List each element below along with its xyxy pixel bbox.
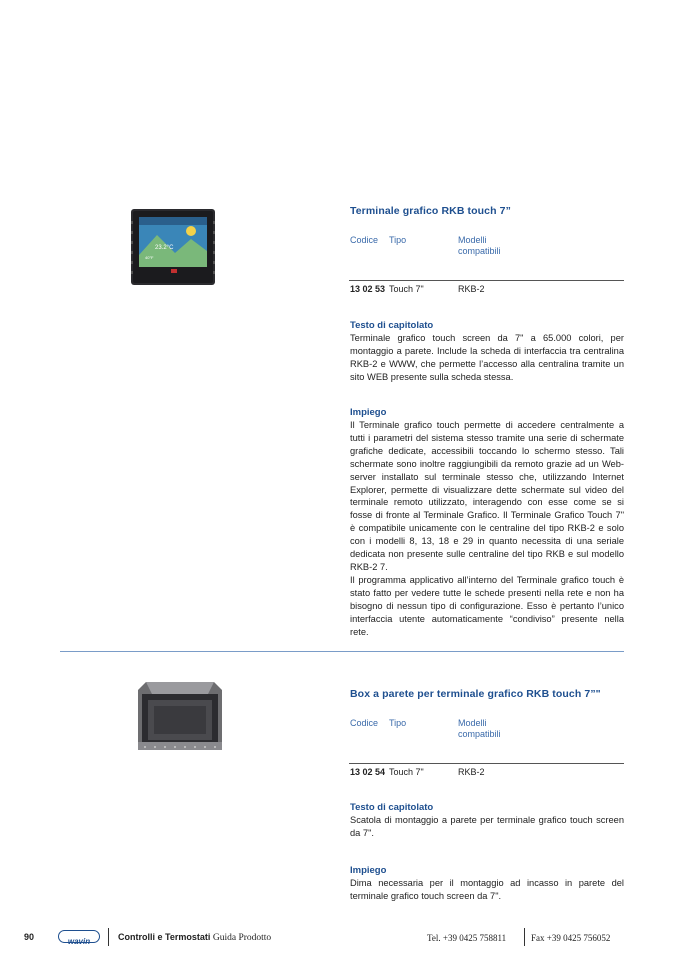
touch-terminal-image bbox=[131, 207, 215, 287]
product-1-impiego-title: Impiego bbox=[350, 407, 387, 418]
section-separator bbox=[60, 651, 624, 652]
product-1-table-rule bbox=[349, 280, 624, 281]
product-2-header-modelli: Modelli compatibili bbox=[458, 718, 501, 739]
footer-divider-right bbox=[524, 928, 525, 946]
product-1-header-tipo: Tipo bbox=[389, 235, 407, 245]
product-1-row-type: Touch 7" bbox=[389, 284, 424, 294]
wavin-logo-text: wavin bbox=[67, 937, 91, 946]
footer-fax: Fax +39 0425 756052 bbox=[531, 933, 611, 943]
product-1-title: Terminale grafico RKB touch 7” bbox=[350, 205, 511, 217]
product-1-capitolato-text: Terminale grafico touch screen da 7" a 65.000 colori, per montaggio a parete. Include la scheda di interfaccia tra centralina RKB-2 e WWW, che permette l’accesso alla centralina tramite un sito WEB presente sulla scheda stessa. bbox=[350, 333, 624, 382]
product-2-row-type: Touch 7" bbox=[389, 767, 424, 777]
product-1-header-codice: Codice bbox=[350, 235, 379, 245]
footer-tel: Tel. +39 0425 758811 bbox=[427, 933, 507, 943]
product-2-capitolato-text: Scatola di montaggio a parete per terminale grafico touch screen da 7". bbox=[350, 815, 624, 838]
product-2-table-rule bbox=[349, 763, 624, 764]
footer-guide: Guida Prodotto bbox=[212, 933, 272, 943]
wavin-logo bbox=[58, 930, 100, 946]
product-1-impiego-block bbox=[350, 419, 624, 638]
product-2-header-codice: Codice bbox=[350, 718, 379, 728]
product-1-image bbox=[131, 207, 215, 287]
product-1-header-modelli: Modelli compatibili bbox=[458, 235, 501, 256]
footer-section bbox=[118, 932, 271, 943]
product-2-header-tipo: Tipo bbox=[389, 718, 407, 728]
product-1-impiego-text2: Il programma applicativo all’interno del Terminale grafico touch è stato fatto per vedere tutte le schede presenti nella rete e non ha bisogno di nessun tipo di configurazione. Esso è pertanto l’unico interfaccia utente automaticamente “condiviso” presente nella rete. bbox=[350, 574, 624, 637]
product-2-row-models: RKB-2 bbox=[458, 767, 485, 777]
screen-small-text: 40°F bbox=[145, 255, 154, 260]
product-1-row-models: RKB-2 bbox=[458, 284, 485, 294]
product-1-row-code: 13 02 53 bbox=[350, 284, 386, 294]
wall-box-image bbox=[138, 680, 222, 752]
page-number: 90 bbox=[24, 932, 35, 942]
screen-temp-text: 23.2°C bbox=[155, 245, 174, 251]
product-2-impiego-title: Impiego bbox=[350, 865, 387, 876]
product-2-image bbox=[138, 680, 222, 752]
product-1-capitolato-title: Testo di capitolato bbox=[350, 320, 434, 331]
product-1-impiego-text: Il Terminale grafico touch permette di accedere centralmente a tutti i parametri del sistema stesso tramite una serie di schermate grafiche dedicate, accessibili toccando lo schermo stesso. Tali schermate sono inoltre raggiungibili da remoto grazie ad un Web-server installato sul terminale stesso che, utilizzando Internet Explorer, permette di visualizzare dette schermate sul video del terminale remoto utilizzato, interagendo con esse come se si fosse di fronte al Terminale Grafico. Il Terminale Grafico Touch 7" è compatibile unicamente con le centraline del tipo RKB-2 e solo con i modelli 8, 13, 18 e 29 in quanto necessita di una seriale dedicata non presente sulle centraline del tipo RKB e sul modello RKB-2 7. bbox=[350, 420, 624, 572]
product-2-row-code: 13 02 54 bbox=[350, 767, 386, 777]
product-2-title: Box a parete per terminale grafico RKB touch 7”" bbox=[350, 688, 601, 700]
footer-section-title: Controlli e Termostati bbox=[118, 932, 211, 942]
product-2-impiego-text: Dima necessaria per il montaggio ad incasso in parete del terminale grafico touch screen da 7". bbox=[350, 878, 624, 901]
footer-divider-left bbox=[108, 928, 109, 946]
product-2-capitolato-title: Testo di capitolato bbox=[350, 802, 434, 813]
